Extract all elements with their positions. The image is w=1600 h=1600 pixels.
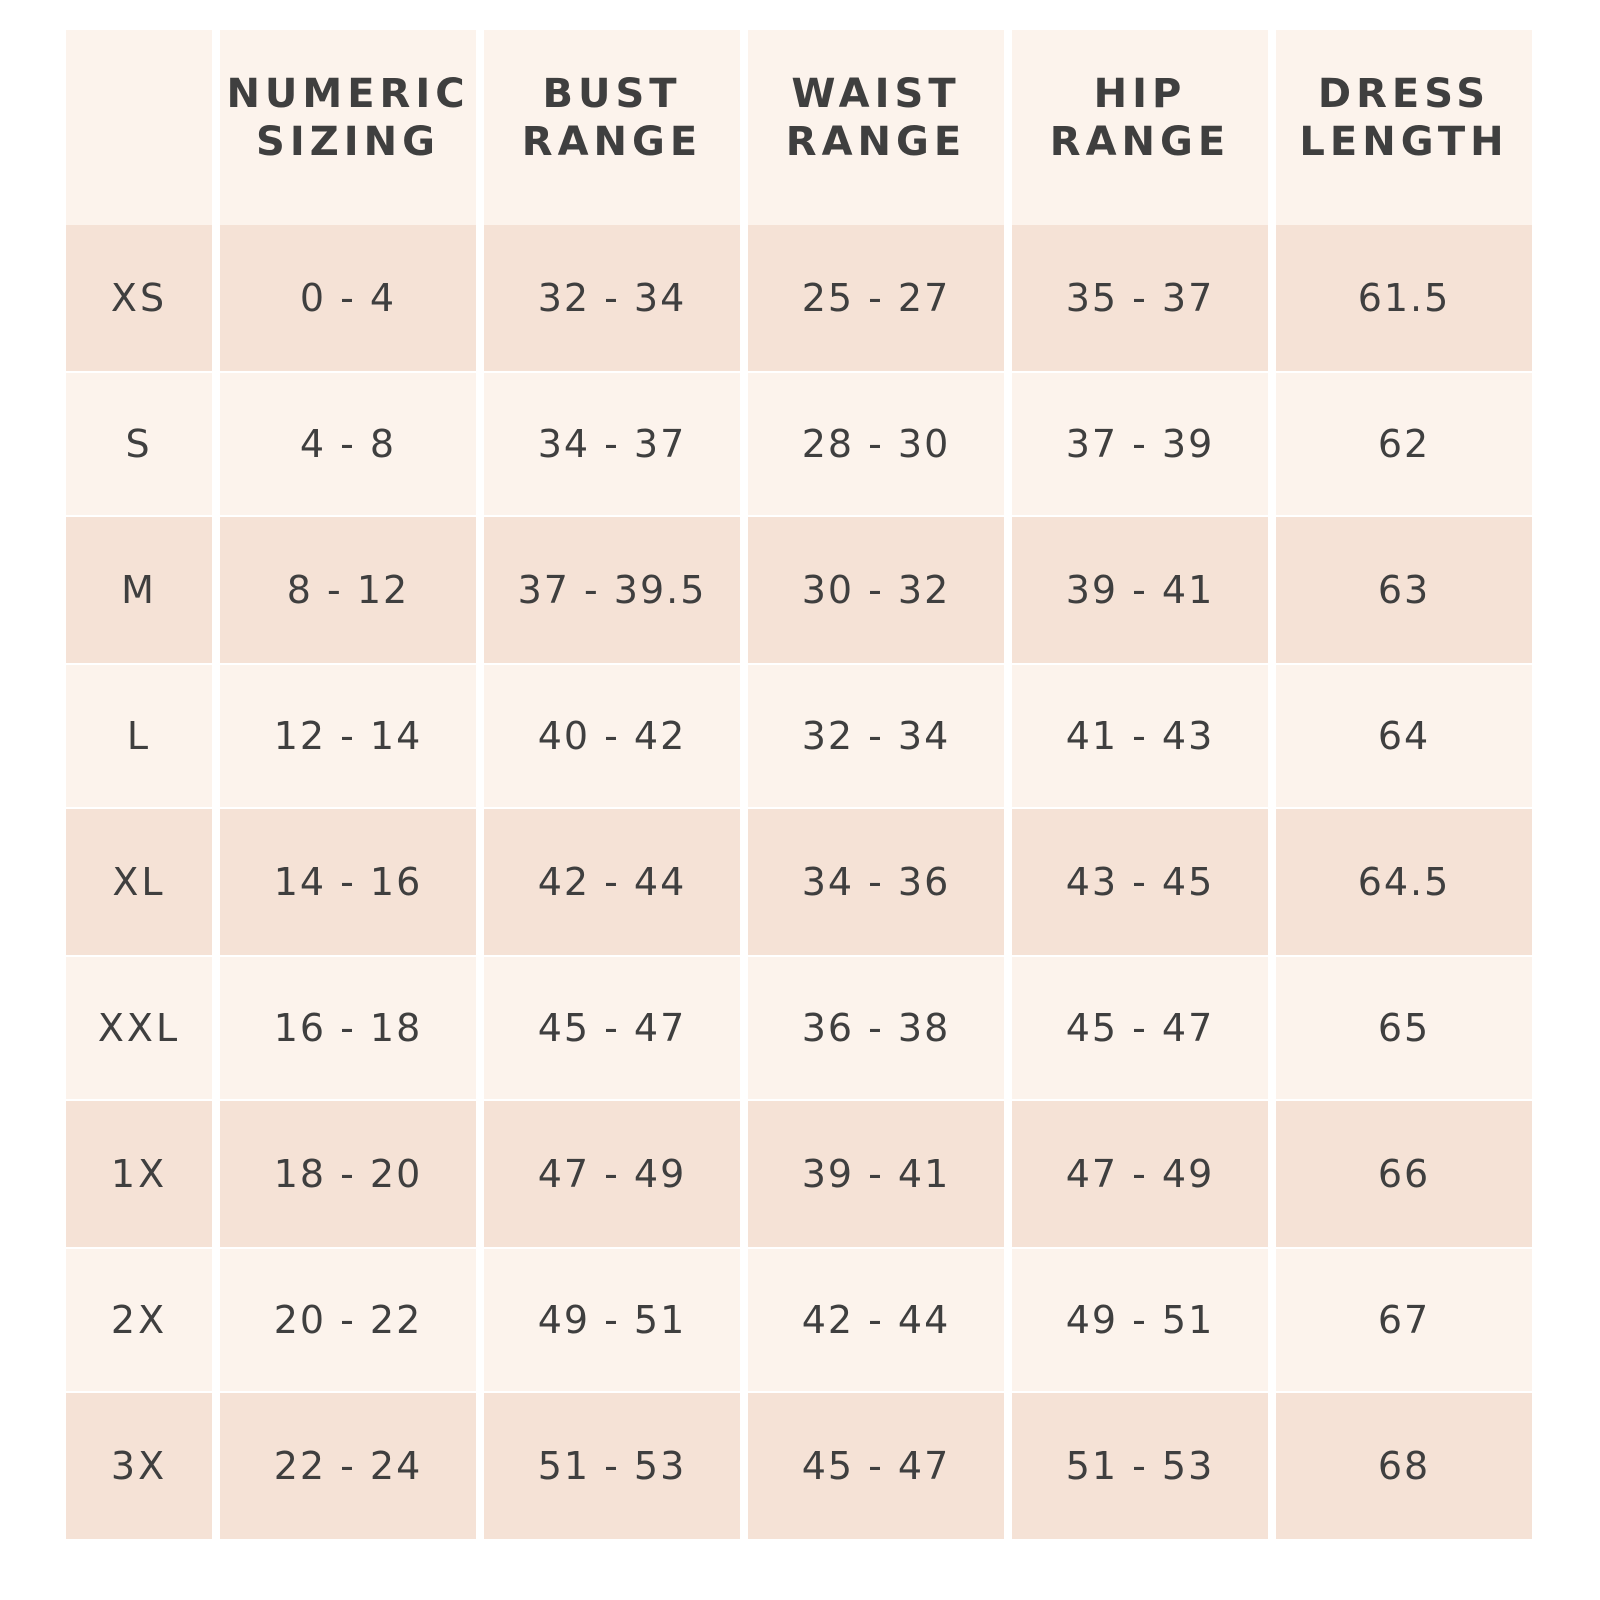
table-cell-length: 62 [1276,371,1532,517]
table-cell-numeric: 18 - 20 [220,1101,476,1247]
table-cell-numeric: 20 - 22 [220,1247,476,1393]
header-line1: HIP [1093,70,1187,117]
table-cell-hip: 43 - 45 [1012,809,1268,955]
header-line2: LENGTH [1299,118,1509,165]
table-cell-length: 63 [1276,517,1532,663]
table-cell-hip: 35 - 37 [1012,225,1268,371]
header-line1: BUST [542,70,682,117]
table-cell-size: L [66,663,212,809]
table-cell-length: 65 [1276,955,1532,1101]
table-cell-waist: 42 - 44 [748,1247,1004,1393]
header-cell-hip-range [1012,30,1268,225]
table-cell-waist: 30 - 32 [748,517,1004,663]
header-line1: WAIST [791,70,961,117]
table-cell-bust: 42 - 44 [484,809,740,955]
header-cell-bust-range [484,30,740,225]
table-cell-length: 67 [1276,1247,1532,1393]
table-cell-size: XXL [66,955,212,1101]
table-cell-waist: 34 - 36 [748,809,1004,955]
table-cell-waist: 28 - 30 [748,371,1004,517]
table-cell-hip: 45 - 47 [1012,955,1268,1101]
table-cell-size: S [66,371,212,517]
table-cell-numeric: 22 - 24 [220,1393,476,1539]
table-cell-numeric: 14 - 16 [220,809,476,955]
header-line2: RANGE [1049,118,1231,165]
table-cell-length: 64 [1276,663,1532,809]
table-cell-length: 66 [1276,1101,1532,1247]
table-cell-bust: 32 - 34 [484,225,740,371]
header-line2: SIZING [256,118,440,165]
table-cell-waist: 25 - 27 [748,225,1004,371]
table-cell-waist: 32 - 34 [748,663,1004,809]
header-line2: RANGE [521,118,703,165]
table-cell-numeric: 16 - 18 [220,955,476,1101]
table-cell-length: 61.5 [1276,225,1532,371]
header-line2: RANGE [785,118,967,165]
table-cell-numeric: 4 - 8 [220,371,476,517]
table-cell-bust: 49 - 51 [484,1247,740,1393]
table-cell-waist: 36 - 38 [748,955,1004,1101]
table-cell-bust: 40 - 42 [484,663,740,809]
table-cell-waist: 39 - 41 [748,1101,1004,1247]
table-cell-hip: 47 - 49 [1012,1101,1268,1247]
header-cell-dress-length [1276,30,1532,225]
table-cell-hip: 37 - 39 [1012,371,1268,517]
header-cell-waist-range [748,30,1004,225]
table-cell-waist: 45 - 47 [748,1393,1004,1539]
table-cell-bust: 34 - 37 [484,371,740,517]
table-cell-bust: 45 - 47 [484,955,740,1101]
table-cell-hip: 51 - 53 [1012,1393,1268,1539]
table-cell-hip: 49 - 51 [1012,1247,1268,1393]
table-cell-size: 2X [66,1247,212,1393]
table-cell-size: M [66,517,212,663]
header-cell-numeric-sizing [220,30,476,225]
size-chart-table [66,30,1532,1539]
table-cell-hip: 39 - 41 [1012,517,1268,663]
header-line1: DRESS [1317,70,1491,117]
table-cell-bust: 47 - 49 [484,1101,740,1247]
table-cell-bust: 51 - 53 [484,1393,740,1539]
table-cell-length: 64.5 [1276,809,1532,955]
table-cell-numeric: 0 - 4 [220,225,476,371]
table-cell-length: 68 [1276,1393,1532,1539]
table-cell-size: XS [66,225,212,371]
header-line1: NUMERIC [226,70,470,117]
table-cell-hip: 41 - 43 [1012,663,1268,809]
table-cell-size: 3X [66,1393,212,1539]
table-cell-numeric: 8 - 12 [220,517,476,663]
table-cell-numeric: 12 - 14 [220,663,476,809]
table-cell-bust: 37 - 39.5 [484,517,740,663]
table-cell-size: 1X [66,1101,212,1247]
table-cell-size: XL [66,809,212,955]
header-cell-size [66,30,212,225]
